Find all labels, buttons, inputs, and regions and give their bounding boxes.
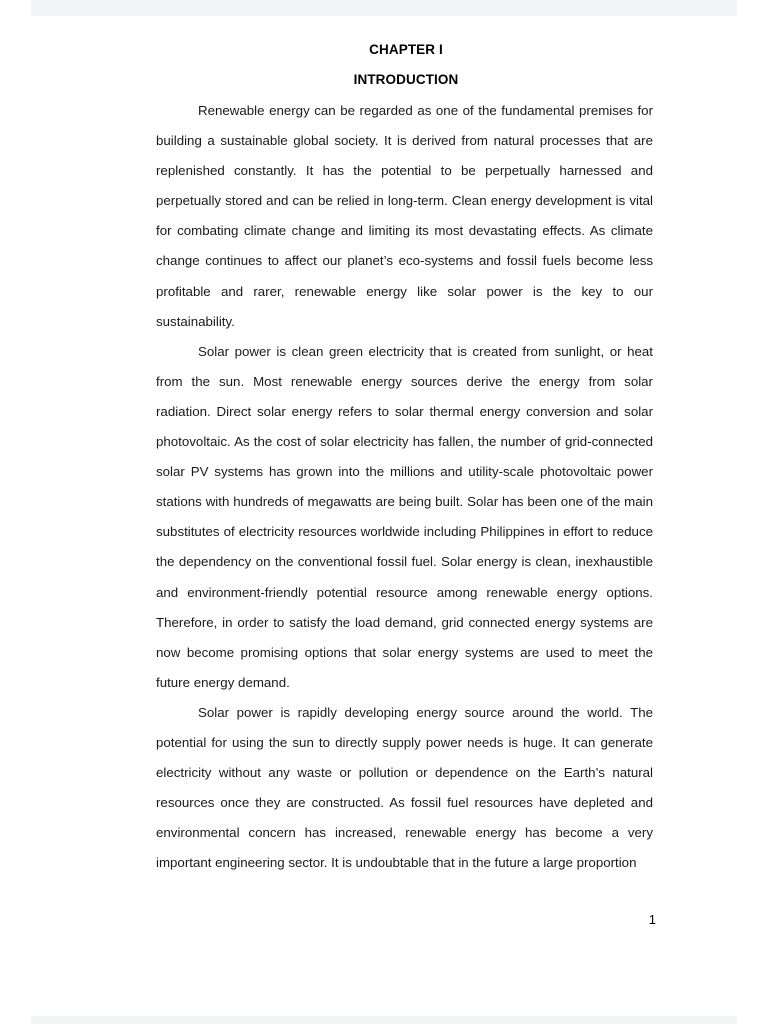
- page-number: 1: [648, 912, 656, 927]
- viewer-top-margin: [31, 0, 737, 16]
- section-title: INTRODUCTION: [353, 72, 459, 87]
- body-text: [156, 96, 653, 878]
- viewer-bottom-margin: [31, 1016, 737, 1024]
- document-page: [31, 16, 737, 1016]
- paragraph-3: Solar power is rapidly developing energy source around the world. The potential for using the sun to directly supply power needs is huge. It can generate electricity without any waste or pollution or dependence on the Earth’s natural resources once they are constructed. As fossil fuel resources have depleted and environmental concern has increased, renewable energy has become a very important engineering sector. It is undoubtable that in the future a large proportion: [156, 704, 653, 871]
- paragraph-2: Solar power is clean green electricity that is created from sunlight, or heat from the sun. Most renewable energy sources derive the energy from solar radiation. Direct solar energy refers to solar thermal energy conversion and solar photovoltaic. As the cost of solar electricity has fallen, the number of grid-connected solar PV systems has grown into the millions and utility-scale photovoltaic power stations with hundreds of megawatts are being built. Solar has been one of the main substitutes of electricity resources worldwide including Philippines in effort to reduce the dependency on the conventional fossil fuel. Solar energy is clean, inexhaustible and environment-friendly potential resource among renewable energy options. Therefore, in order to satisfy the load demand, grid connected energy systems are now become promising options that solar energy systems are used to meet the future energy demand.: [156, 343, 653, 690]
- paragraph-1: Renewable energy can be regarded as one of the fundamental premises for building a sustainable global society. It is derived from natural processes that are replenished constantly. It has the potential to be perpetually harnessed and perpetually stored and can be relied in long-term. Clean energy development is vital for combating climate change and limiting its most devastating effects. As climate change continues to affect our planet’s eco-systems and fossil fuels become less profitable and rarer, renewable energy like solar power is the key to our sustainability.: [156, 103, 653, 329]
- chapter-heading: CHAPTER I: [369, 42, 443, 57]
